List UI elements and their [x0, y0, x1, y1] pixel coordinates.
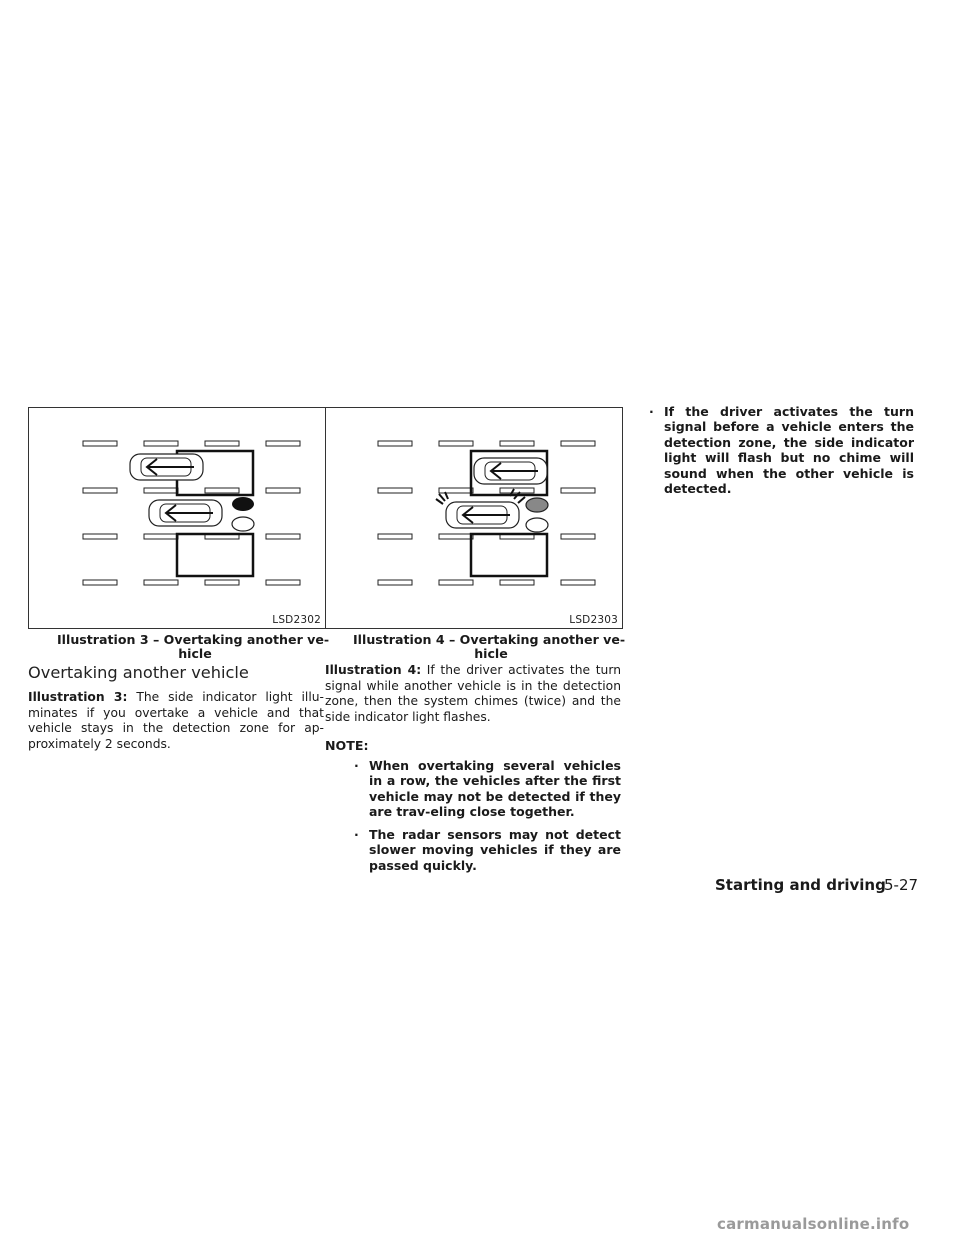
- paragraph-text: The side indicator light illu-minates if you overtake a vehicle and that vehicle stays in the detection zone for ap-proximately 2 seconds.: [28, 690, 324, 751]
- illustration-3-diagram: [29, 408, 327, 630]
- footer-section-title: Starting and driving: [715, 876, 886, 894]
- bullet-text: When overtaking several vehicles in a row, the vehicles after the first vehicle may not be detected if they are trav-eling close together.: [369, 758, 621, 820]
- illustration-4-caption: [353, 633, 629, 661]
- note-title: NOTE:: [325, 738, 369, 753]
- bullet-text: If the driver activates the turn signal before a vehicle enters the detection zone, the side indicator light will flash but no chime will sound when the other vehicle is detected.: [664, 404, 914, 497]
- footer-page-number: 5-27: [884, 876, 919, 894]
- paragraph-label: Illustration 4:: [325, 663, 422, 677]
- bullet-dot: ·: [354, 827, 359, 842]
- paragraph-illustration-3: [28, 690, 324, 752]
- side-indicator-light-off: [232, 517, 254, 531]
- note-bullet-2: [354, 827, 621, 873]
- caption-line: hicle: [178, 646, 212, 661]
- note-bullet-1: [354, 758, 621, 820]
- side-indicator-light-on: [232, 497, 254, 511]
- bullet-dot: ·: [354, 758, 359, 773]
- note-bullet-3: [649, 404, 914, 497]
- bullet-text: The radar sensors may not detect slower moving vehicles if they are passed quickly.: [369, 827, 621, 873]
- illustration-3-figure: [28, 407, 326, 629]
- bullet-dot: ·: [649, 404, 654, 419]
- caption-line: Illustration 4 – Overtaking another ve-: [353, 632, 626, 647]
- figure-code: LSD2303: [569, 614, 618, 626]
- paragraph-illustration-4: [325, 663, 621, 725]
- illustration-4-diagram: [326, 408, 624, 630]
- figure-code: LSD2302: [272, 614, 321, 626]
- illustration-3-caption: [57, 633, 333, 661]
- side-indicator-light-off: [526, 518, 548, 532]
- side-indicator-light-flashing: [526, 498, 548, 512]
- watermark: carmanualsonline.info: [717, 1215, 910, 1233]
- illustration-4-figure: [325, 407, 623, 629]
- paragraph-text: If the driver activates the turn signal while another vehicle is in the detection zone, then the system chimes (twice) and the side indicator light flashes.: [325, 663, 621, 724]
- paragraph-label: Illustration 3:: [28, 690, 128, 704]
- caption-line: Illustration 3 – Overtaking another ve-: [57, 632, 330, 647]
- section-heading: Overtaking another vehicle: [28, 663, 249, 682]
- caption-line: hicle: [474, 646, 508, 661]
